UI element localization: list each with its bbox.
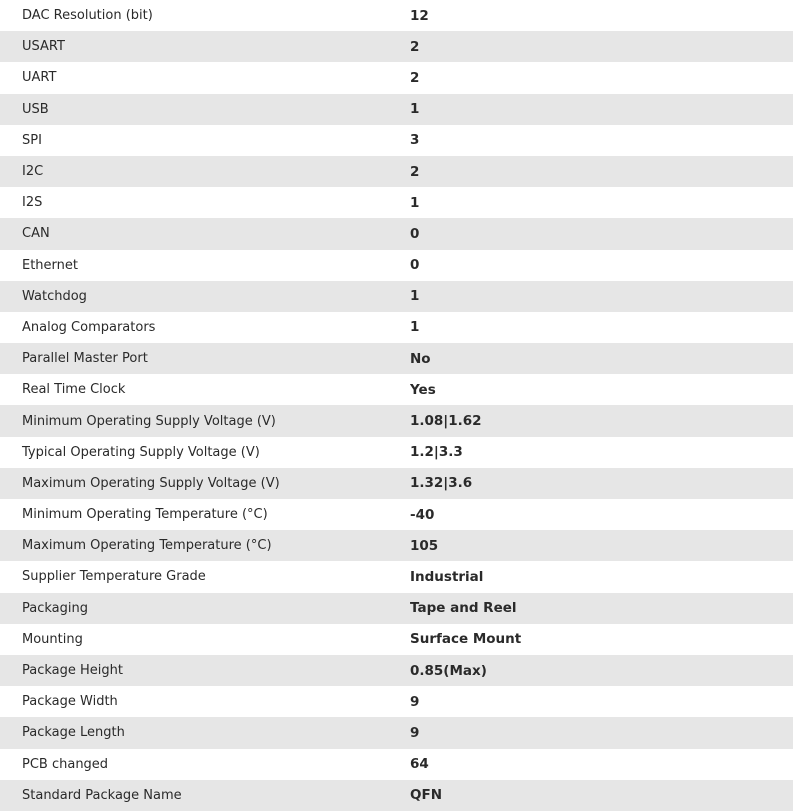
spec-label: Packaging xyxy=(0,593,410,624)
spec-value: 9 xyxy=(410,686,793,717)
spec-label: Maximum Operating Temperature (°C) xyxy=(0,530,410,561)
spec-value: 1.2|3.3 xyxy=(410,437,793,468)
spec-value: 3 xyxy=(410,125,793,156)
spec-value: 2 xyxy=(410,62,793,93)
table-row xyxy=(0,593,793,624)
spec-value: Industrial xyxy=(410,561,793,592)
table-row xyxy=(0,187,793,218)
table-row xyxy=(0,749,793,780)
spec-value: Tape and Reel xyxy=(410,593,793,624)
spec-value: QFN xyxy=(410,780,793,811)
spec-value: Yes xyxy=(410,374,793,405)
table-row xyxy=(0,62,793,93)
spec-value: 12 xyxy=(410,0,793,31)
table-row xyxy=(0,437,793,468)
spec-label: Package Width xyxy=(0,686,410,717)
spec-value: 0.85(Max) xyxy=(410,655,793,686)
spec-label: I2S xyxy=(0,187,410,218)
spec-label: Minimum Operating Temperature (°C) xyxy=(0,499,410,530)
table-row xyxy=(0,655,793,686)
table-row xyxy=(0,499,793,530)
table-row xyxy=(0,468,793,499)
table-row xyxy=(0,717,793,748)
spec-label: Package Height xyxy=(0,655,410,686)
spec-label: CAN xyxy=(0,218,410,249)
table-row xyxy=(0,624,793,655)
spec-value: 1.32|3.6 xyxy=(410,468,793,499)
spec-value: 0 xyxy=(410,250,793,281)
spec-value: -40 xyxy=(410,499,793,530)
spec-label: Supplier Temperature Grade xyxy=(0,561,410,592)
table-row xyxy=(0,561,793,592)
spec-value: 0 xyxy=(410,218,793,249)
table-row xyxy=(0,156,793,187)
spec-label: Real Time Clock xyxy=(0,374,410,405)
table-row xyxy=(0,343,793,374)
spec-label: Typical Operating Supply Voltage (V) xyxy=(0,437,410,468)
spec-label: USART xyxy=(0,31,410,62)
table-row xyxy=(0,94,793,125)
table-row xyxy=(0,405,793,436)
spec-label: PCB changed xyxy=(0,749,410,780)
table-row xyxy=(0,0,793,31)
spec-value: 105 xyxy=(410,530,793,561)
table-row xyxy=(0,780,793,811)
table-row xyxy=(0,686,793,717)
table-row xyxy=(0,530,793,561)
spec-value: 1 xyxy=(410,281,793,312)
spec-value: 2 xyxy=(410,31,793,62)
table-row xyxy=(0,374,793,405)
spec-label: SPI xyxy=(0,125,410,156)
table-row xyxy=(0,31,793,62)
spec-value: No xyxy=(410,343,793,374)
spec-value: 64 xyxy=(410,749,793,780)
spec-label: Package Length xyxy=(0,717,410,748)
spec-value: 2 xyxy=(410,156,793,187)
spec-label: Minimum Operating Supply Voltage (V) xyxy=(0,405,410,436)
spec-label: Parallel Master Port xyxy=(0,343,410,374)
spec-value: 1.08|1.62 xyxy=(410,405,793,436)
table-row xyxy=(0,218,793,249)
table-row xyxy=(0,281,793,312)
spec-value: 1 xyxy=(410,94,793,125)
spec-label: Analog Comparators xyxy=(0,312,410,343)
spec-label: USB xyxy=(0,94,410,125)
spec-value: 9 xyxy=(410,717,793,748)
spec-label: Ethernet xyxy=(0,250,410,281)
spec-label: UART xyxy=(0,62,410,93)
spec-value: 1 xyxy=(410,187,793,218)
spec-label: Maximum Operating Supply Voltage (V) xyxy=(0,468,410,499)
table-row xyxy=(0,250,793,281)
spec-value: Surface Mount xyxy=(410,624,793,655)
spec-label: Standard Package Name xyxy=(0,780,410,811)
spec-label: Mounting xyxy=(0,624,410,655)
spec-label: I2C xyxy=(0,156,410,187)
table-row xyxy=(0,125,793,156)
table-row xyxy=(0,312,793,343)
spec-value: 1 xyxy=(410,312,793,343)
spec-label: DAC Resolution (bit) xyxy=(0,0,410,31)
spec-label: Watchdog xyxy=(0,281,410,312)
